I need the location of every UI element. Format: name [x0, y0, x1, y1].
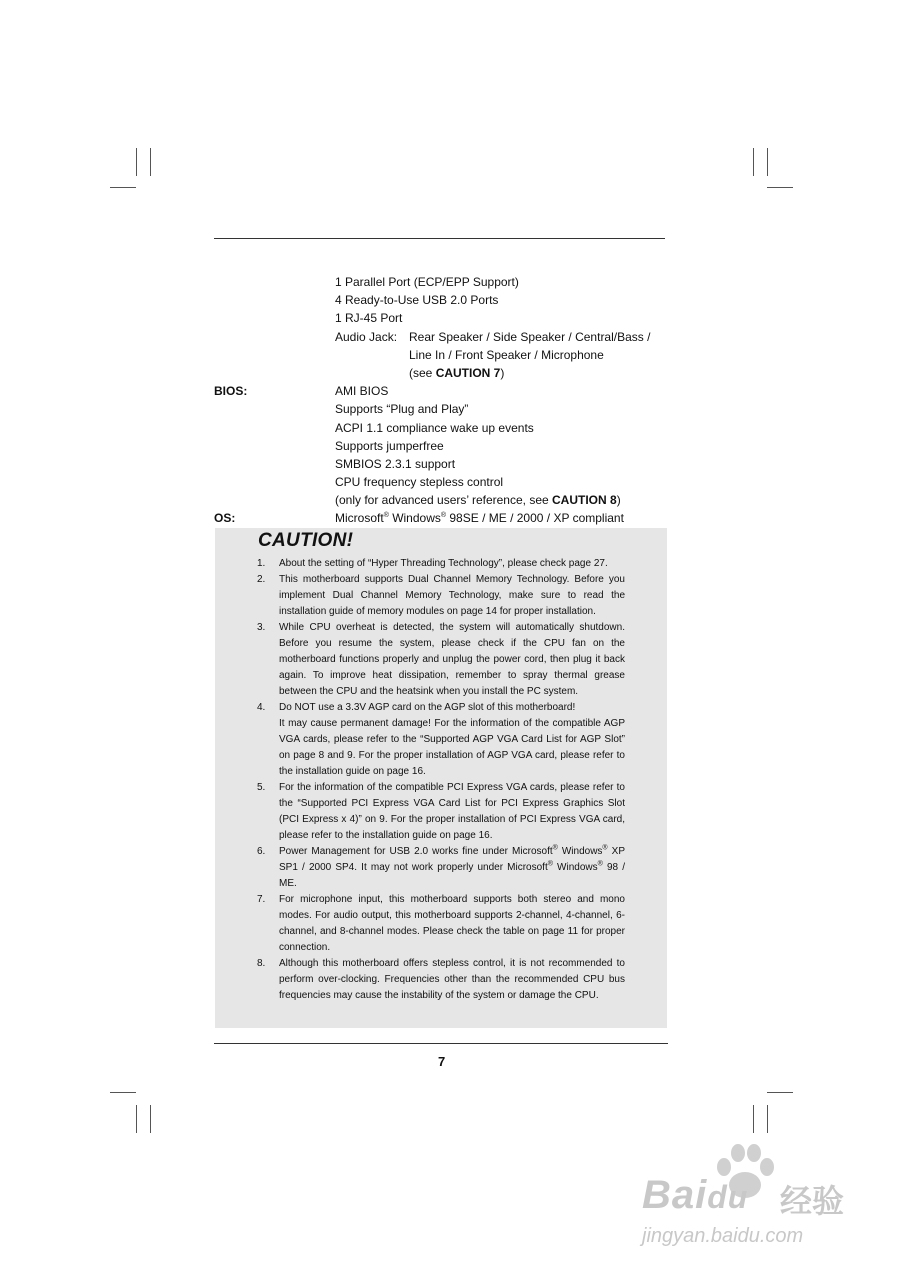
caution-item: 5. For the information of the compatible PCI Express VGA cards, please refer to the “Supported PCI Express VGA Card List for PCI Express Graphics Slot (PCI Express x 4)” on 9. For the proper installation of PCI Express VGA card, please refer to the installation guide on page 16. — [257, 782, 625, 841]
spec-row-bios — [214, 382, 674, 400]
spec-value: Rear Speaker / Side Speaker / Central/Bass / — [409, 329, 651, 344]
spec-value: Microsoft® Windows® 98SE / ME / 2000 / XP compliant — [335, 511, 624, 526]
spec-row — [214, 491, 674, 509]
crop-mark — [150, 148, 151, 176]
caution-list — [255, 556, 625, 1004]
spec-row — [214, 473, 674, 491]
caution-item: 7. For microphone input, this motherboard supports both stereo and mono modes. For audio output, this motherboard supports 2-channel, 4-channel, 6-channel, and 8-channel modes. Please check the table on page 11 for proper connection. — [257, 894, 625, 953]
spec-value: 4 Ready-to-Use USB 2.0 Ports — [335, 293, 499, 308]
caution-item: 4. Do NOT use a 3.3V AGP card on the AGP slot of this motherboard! It may cause permanent damage! For the information of the compatible AGP VGA cards, please refer to the “Supported AGP VGA Card List for AGP Slot” on page 8 and 9. For the proper installation of AGP VGA card, please refer to the installation guide on page 16. — [257, 702, 625, 777]
spec-value: Supports jumperfree — [335, 438, 444, 453]
caution-ref: CAUTION 7 — [435, 365, 501, 380]
spec-value: Supports “Plug and Play” — [335, 402, 469, 417]
spec-row — [214, 455, 674, 473]
crop-mark — [753, 148, 754, 176]
spec-value: (see CAUTION 7) — [409, 365, 505, 380]
spec-row — [214, 437, 674, 455]
page-number: 7 — [438, 1054, 446, 1069]
crop-mark — [753, 1105, 754, 1133]
audio-jack-label: Audio Jack: — [335, 329, 398, 344]
crop-mark — [110, 187, 136, 188]
caution-box — [215, 528, 667, 1028]
spec-row — [214, 291, 674, 309]
caution-ref: CAUTION 8 — [552, 493, 617, 508]
os-label: OS: — [214, 511, 236, 526]
spec-row-os — [214, 509, 674, 527]
crop-mark — [110, 1092, 136, 1093]
crop-mark — [767, 1092, 793, 1093]
spec-row — [214, 273, 674, 291]
spec-value: Line In / Front Speaker / Microphone — [409, 347, 604, 362]
caution-item: 3. While CPU overheat is detected, the system will automatically shutdown. Before you resume the system, please check if the CPU fan on the motherboard functions properly and unplug the power cord, then plug it back again. To improve heat dissipation, remember to spray thermal grease between the CPU and the heatsink when you install the PC system. — [257, 622, 625, 697]
spec-value: AMI BIOS — [335, 384, 389, 399]
baidu-watermark — [640, 1143, 860, 1273]
caution-item: 6. Power Management for USB 2.0 works fine under Microsoft® Windows® XP SP1 / 2000 SP4. It may not work properly under Microsoft® Windows® 98 / ME. — [257, 844, 625, 889]
spec-row — [214, 400, 674, 418]
caution-item: 2. This motherboard supports Dual Channel Memory Technology. Before you implement Dual Channel Memory Technology, make sure to read the installation guide of memory modules on page 14 for proper installation. — [257, 574, 625, 617]
spec-value: 1 RJ-45 Port — [335, 311, 403, 326]
crop-mark — [150, 1105, 151, 1133]
spec-value: CPU frequency stepless control — [335, 475, 504, 490]
header-rule — [214, 238, 665, 239]
watermark-url: jingyan.baidu.com — [642, 1225, 804, 1247]
caution-title: CAUTION! — [258, 530, 354, 551]
spec-value: SMBIOS 2.3.1 support — [335, 456, 456, 471]
spec-table — [214, 273, 674, 528]
caution-item: 8. Although this motherboard offers stepless control, it is not recommended to perform over-clocking. Frequencies other than the recommended CPU bus frequencies may cause the instability of the system or damage the CPU. — [257, 958, 625, 1001]
crop-mark — [767, 187, 793, 188]
caution-item: 1. About the setting of “Hyper Threading Technology”, please check page 27. — [257, 558, 608, 569]
spec-value: 1 Parallel Port (ECP/EPP Support) — [335, 275, 519, 289]
watermark-cn: 经验 — [780, 1183, 845, 1219]
bios-label: BIOS: — [214, 384, 248, 399]
crop-mark — [136, 148, 137, 176]
spec-value: ACPI 1.1 compliance wake up events — [335, 420, 534, 435]
spec-value: (only for advanced users’ reference, see CAUTION 8) — [335, 493, 621, 508]
spec-row — [214, 419, 674, 437]
watermark-brand: Baidu — [642, 1173, 749, 1217]
spec-row-audio — [214, 328, 674, 346]
spec-row — [214, 364, 674, 382]
spec-row — [214, 309, 674, 327]
crop-mark — [767, 148, 768, 176]
footer-rule — [214, 1043, 668, 1044]
crop-mark — [136, 1105, 137, 1133]
spec-row — [214, 346, 674, 364]
crop-mark — [767, 1105, 768, 1133]
